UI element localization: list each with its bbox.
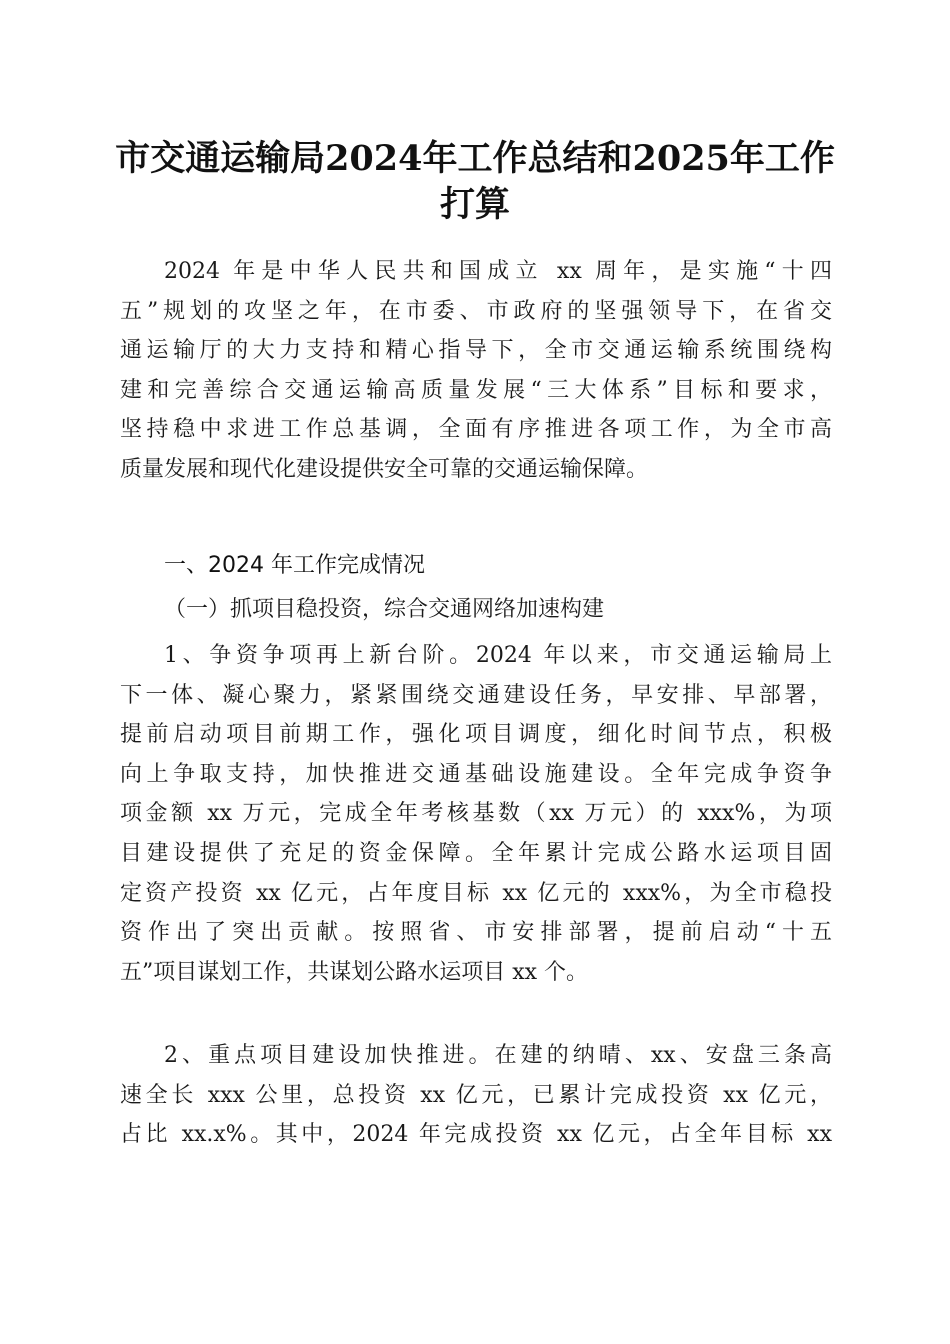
text-line: 向上争取支持，加快推进交通基础设施建设。全年完成争资争 (120, 761, 832, 787)
text-line: 建和完善综合交通运输高质量发展“三大体系”目标和要求， (120, 377, 832, 403)
text-line: 五”项目谋划工作，共谋划公路水运项目 xx 个。 (120, 959, 589, 985)
text-line: 项金额 xx 万元，完成全年考核基数（xx 万元）的 xxx%，为项 (120, 801, 832, 827)
paragraph-1 (120, 636, 832, 992)
title-line-1: 市交通运输局2024年工作总结和2025年工作 (115, 138, 835, 179)
text-line: 速全长 xxx 公里，总投资 xx 亿元，已累计完成投资 xx 亿元， (120, 1082, 832, 1108)
text-line: 1、争资争项再上新台阶。2024 年以来，市交通运输局上 (164, 643, 832, 668)
text-line: 坚持稳中求进工作总基调，全面有序推进各项工作，为全市高 (120, 417, 832, 443)
text-line: 资作出了突出贡献。按照省、市安排部署，提前启动“十五 (120, 920, 832, 946)
text-line: 目建设提供了充足的资金保障。全年累计完成公路水运项目固 (120, 840, 832, 866)
text-line: 提前启动项目前期工作，强化项目调度，细化时间节点，积极 (120, 722, 832, 748)
subsection-heading: （一）抓项目稳投资，综合交通网络加速构建 (164, 597, 605, 622)
text-line: 五”规划的攻坚之年，在市委、市政府的坚强领导下，在省交 (120, 298, 832, 324)
text-line: 通运输厅的大力支持和精心指导下，全市交通运输系统围绕构 (120, 338, 832, 364)
document-title (100, 136, 850, 228)
text-line: 定资产投资 xx 亿元，占年度目标 xx 亿元的 xxx%，为全市稳投 (120, 880, 832, 906)
title-line-2: 打算 (439, 184, 510, 225)
section-heading: 一、2024 年工作完成情况 (164, 553, 425, 578)
text-line: 2024 年是中华人民共和国成立 xx 周年，是实施“十四 (164, 259, 832, 284)
text-line: 2、重点项目建设加快推进。在建的纳晴、xx、安盘三条高 (164, 1043, 832, 1068)
paragraph-2 (120, 1036, 832, 1155)
text-line: 下一体、凝心聚力，紧紧围绕交通建设任务，早安排、早部署， (120, 682, 832, 708)
intro-paragraph (120, 252, 832, 490)
text-line: 占比 xx.x%。其中，2024 年完成投资 xx 亿元，占全年目标 xx (120, 1122, 832, 1148)
text-line: 质量发展和现代化建设提供安全可靠的交通运输保障。 (120, 456, 649, 482)
